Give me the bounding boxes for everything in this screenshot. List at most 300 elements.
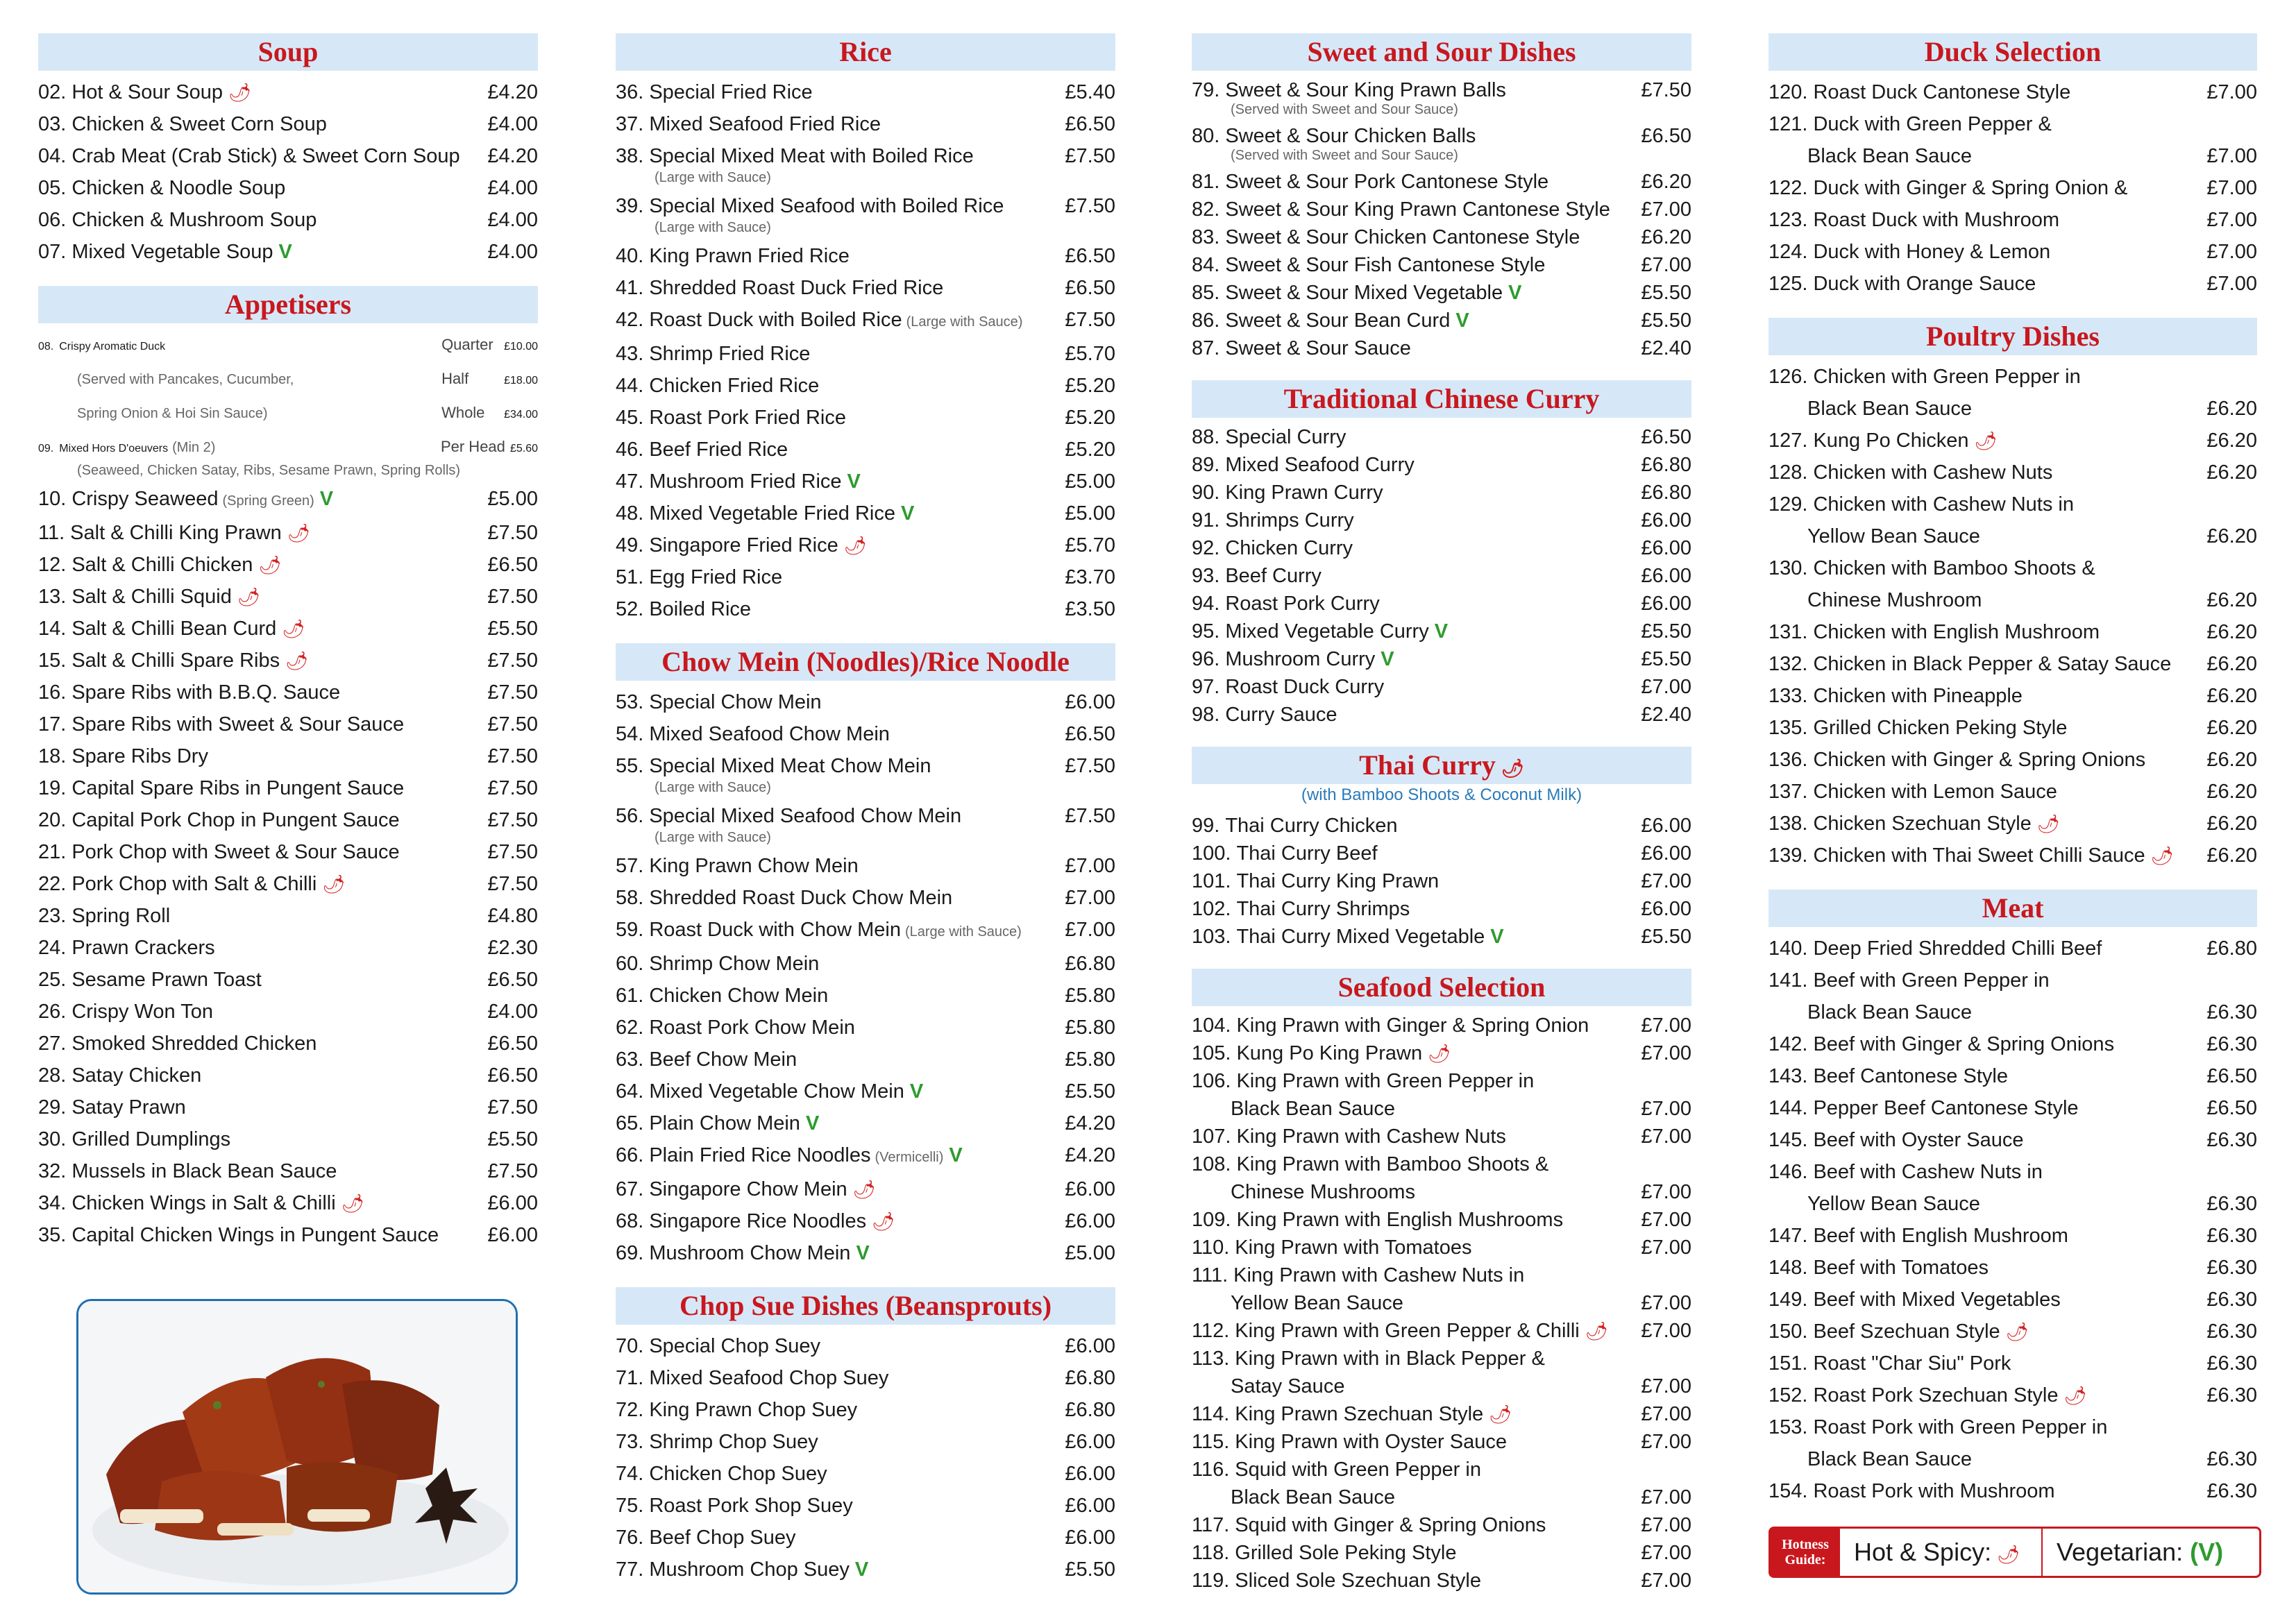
menu-item bbox=[616, 76, 1115, 108]
item-price: £6.20 bbox=[1641, 171, 1691, 193]
item-number: 67. bbox=[616, 1178, 644, 1200]
item-name: Thai Curry Mixed Vegetable V bbox=[1236, 926, 1504, 948]
menu-item bbox=[38, 1060, 538, 1091]
item-number: 21. bbox=[38, 841, 67, 863]
menu-item bbox=[616, 1426, 1115, 1458]
item-price: £4.00 bbox=[487, 209, 538, 231]
item-number: 102. bbox=[1192, 898, 1231, 920]
item-number: 35. bbox=[38, 1224, 67, 1246]
item-number: 123. bbox=[1769, 209, 1808, 231]
item-number: 147. bbox=[1769, 1225, 1808, 1247]
section-chow-mein bbox=[616, 643, 1115, 1269]
item-name: Roast Pork with Green Pepper in bbox=[1813, 1416, 2108, 1438]
item-number: 129. bbox=[1769, 493, 1808, 516]
item-price: £6.00 bbox=[1641, 898, 1691, 920]
item-name: Spare Ribs with B.B.Q. Sauce bbox=[71, 681, 341, 704]
item-price: £5.50 bbox=[487, 1128, 538, 1150]
item-name: King Prawn with English Mushrooms bbox=[1236, 1209, 1564, 1231]
vegetarian-icon: V bbox=[856, 1242, 870, 1264]
item-number: 47. bbox=[616, 470, 644, 493]
item-number: 48. bbox=[616, 502, 644, 525]
item-name: Shrimp Chop Suey bbox=[649, 1431, 818, 1453]
menu-item bbox=[616, 882, 1115, 914]
menu-item bbox=[616, 402, 1115, 434]
item-number: 98. bbox=[1192, 704, 1220, 726]
menu-item: 129. Chicken with Cashew Nuts in Yellow Bean Sauce £6.20 bbox=[1769, 488, 2257, 552]
item-number: 105. bbox=[1192, 1042, 1231, 1064]
item-name: Special Fried Rice bbox=[649, 81, 813, 103]
item-price: £6.50 bbox=[1065, 723, 1115, 745]
item-note: (Large with Sauce) bbox=[655, 780, 771, 795]
item-name: Sweet & Sour Chicken Cantonese Style bbox=[1225, 226, 1580, 248]
item-number: 59. bbox=[616, 919, 644, 941]
chilli-icon: 🌶 bbox=[285, 650, 309, 671]
item-number: 133. bbox=[1769, 685, 1808, 707]
item-name: Thai Curry Shrimps bbox=[1236, 898, 1410, 920]
item-number: 51. bbox=[616, 566, 644, 588]
item-number: 52. bbox=[616, 598, 644, 620]
item-price: £7.50 bbox=[487, 809, 538, 831]
item-name: Kung Po Chicken 🌶 bbox=[1813, 430, 1998, 452]
item-price: £7.00 bbox=[1641, 1570, 1691, 1592]
section-sweet-sour bbox=[1192, 33, 1691, 362]
menu-item bbox=[616, 1044, 1115, 1076]
menu-item bbox=[616, 750, 1115, 797]
menu-item bbox=[1769, 1475, 2257, 1507]
item-price: £7.00 bbox=[2206, 273, 2257, 295]
item-name: Roast Pork with Mushroom bbox=[1813, 1480, 2055, 1502]
item-price: £6.20 bbox=[2206, 685, 2257, 707]
item-price: £7.50 bbox=[1065, 805, 1115, 827]
item-number: 20. bbox=[38, 809, 67, 831]
menu-item bbox=[1769, 172, 2257, 204]
item-price: £7.00 bbox=[1641, 1375, 1691, 1397]
menu-item bbox=[616, 370, 1115, 402]
menu-item bbox=[38, 964, 538, 996]
item-number: 43. bbox=[616, 343, 644, 365]
menu-item bbox=[1769, 648, 2257, 680]
menu-item bbox=[1192, 812, 1691, 840]
menu-item bbox=[1769, 680, 2257, 712]
item-price: £7.00 bbox=[1641, 1403, 1691, 1425]
menu-item bbox=[38, 677, 538, 708]
menu-item bbox=[616, 800, 1115, 847]
item-number: 142. bbox=[1769, 1033, 1808, 1055]
item-price: £5.50 bbox=[1065, 1558, 1115, 1581]
item-number: 138. bbox=[1769, 813, 1808, 835]
item-name: Capital Chicken Wings in Pungent Sauce bbox=[71, 1224, 439, 1246]
item-number: 28. bbox=[38, 1064, 67, 1087]
menu-item bbox=[1192, 590, 1691, 618]
item-number: 96. bbox=[1192, 648, 1220, 670]
menu-item bbox=[616, 529, 1115, 561]
section-rice bbox=[616, 33, 1115, 625]
item-number: 84. bbox=[1192, 254, 1220, 276]
menu-item bbox=[1192, 1039, 1691, 1067]
item-name: Thai Curry Chicken bbox=[1225, 815, 1398, 837]
item-number: 73. bbox=[616, 1431, 644, 1453]
item-price: £6.00 bbox=[1065, 1463, 1115, 1485]
item-price: £6.20 bbox=[2206, 621, 2257, 643]
section-title: Rice bbox=[616, 33, 1115, 71]
menu-item: 121. Duck with Green Pepper & Black Bean Sauce £7.00 bbox=[1769, 108, 2257, 172]
item-name: Chicken with Cashew Nuts in bbox=[1813, 493, 2074, 516]
item-number: 15. bbox=[38, 649, 67, 672]
item-number: 86. bbox=[1192, 309, 1220, 332]
item-number: 112. bbox=[1192, 1320, 1230, 1342]
item-name: Sweet & Sour Mixed Vegetable V bbox=[1225, 282, 1522, 304]
menu-item: 106. King Prawn with Green Pepper in Black Bean Sauce £7.00 bbox=[1192, 1067, 1691, 1123]
item-name: Sweet & Sour Bean Curd V bbox=[1225, 309, 1469, 332]
item-name: Squid with Ginger & Spring Onions bbox=[1235, 1514, 1546, 1536]
item-number: 74. bbox=[616, 1463, 644, 1485]
item-price: £7.50 bbox=[1065, 195, 1115, 217]
chilli-icon: 🌶 bbox=[1585, 1320, 1608, 1341]
item-number: 132. bbox=[1769, 653, 1808, 675]
item-name: Beef with Oyster Sauce bbox=[1813, 1129, 2024, 1151]
item-price: £7.00 bbox=[1641, 1209, 1691, 1231]
item-name: Beef with Tomatoes bbox=[1813, 1257, 1989, 1279]
menu-item bbox=[616, 1362, 1115, 1394]
item-number: 116. bbox=[1192, 1459, 1230, 1481]
item-name: Spring Roll bbox=[71, 905, 171, 927]
item-name: Beef with Ginger & Spring Onions bbox=[1813, 1033, 2115, 1055]
item-price: £7.00 bbox=[1641, 1486, 1691, 1509]
item-name: Duck with Ginger & Spring Onion & bbox=[1813, 177, 2128, 199]
item-price: £7.00 bbox=[1641, 1042, 1691, 1064]
item-name: Chicken with Cashew Nuts bbox=[1813, 461, 2053, 484]
item-name: Chicken with Green Pepper in bbox=[1813, 366, 2081, 388]
menu-item: 126. Chicken with Green Pepper in Black Bean Sauce £6.20 bbox=[1769, 361, 2257, 425]
menu-item bbox=[616, 1330, 1115, 1362]
item-number: 57. bbox=[616, 855, 644, 877]
menu-item bbox=[1192, 307, 1691, 334]
item-number: 40. bbox=[616, 245, 644, 267]
menu-item bbox=[1769, 236, 2257, 268]
menu-item bbox=[616, 1173, 1115, 1205]
item-name: Chicken with Pineapple bbox=[1813, 685, 2023, 707]
item-name: Capital Spare Ribs in Pungent Sauce bbox=[71, 777, 405, 799]
menu-item-hors-doeuvres: 09. Mixed Hors D'oeuvers (Min 2) Per Head £5.60 (Seaweed, Chicken Satay, Ribs, Sesame Prawn, Spring Rolls) bbox=[38, 438, 538, 478]
item-price: £6.20 bbox=[2206, 781, 2257, 803]
menu-item bbox=[1192, 618, 1691, 645]
item-price: £7.00 bbox=[1641, 1542, 1691, 1564]
item-name: Grilled Chicken Peking Style bbox=[1813, 717, 2068, 739]
item-number: 99. bbox=[1192, 815, 1220, 837]
item-number: 37. bbox=[616, 113, 644, 135]
menu-item: 153. Roast Pork with Green Pepper in Black Bean Sauce £6.30 bbox=[1769, 1411, 2257, 1475]
item-price: £7.00 bbox=[1065, 919, 1115, 941]
menu-item bbox=[38, 1219, 538, 1251]
item-price: £6.00 bbox=[1065, 1210, 1115, 1232]
item-number: 111. bbox=[1192, 1264, 1229, 1286]
item-name: Pork Chop with Salt & Chilli 🌶 bbox=[71, 873, 346, 895]
item-number: 80. bbox=[1192, 125, 1220, 147]
item-price: £6.80 bbox=[1065, 1367, 1115, 1389]
item-price: £6.30 bbox=[2206, 1033, 2257, 1055]
item-price: £7.50 bbox=[487, 777, 538, 799]
item-name: Roast "Char Siu" Pork bbox=[1813, 1352, 2011, 1375]
menu-item bbox=[38, 483, 538, 517]
item-price: £5.00 bbox=[1065, 502, 1115, 525]
item-price: £7.50 bbox=[487, 586, 538, 608]
vegetarian-icon: V bbox=[854, 1558, 869, 1581]
menu-item bbox=[1192, 1234, 1691, 1261]
item-price: £4.00 bbox=[487, 241, 538, 263]
menu-item bbox=[1769, 1379, 2257, 1411]
item-price: £6.30 bbox=[2206, 1257, 2257, 1279]
item-number: 137. bbox=[1769, 781, 1808, 803]
menu-item bbox=[1192, 423, 1691, 451]
item-note: (Served with Sweet and Sour Sauce) bbox=[1231, 148, 1458, 163]
menu-item bbox=[616, 1394, 1115, 1426]
menu-item bbox=[616, 240, 1115, 272]
item-name: Roast Duck with Boiled Rice (Large with Sauce) bbox=[649, 309, 1023, 331]
item-name: Mushroom Curry V bbox=[1225, 648, 1394, 670]
item-price: £6.00 bbox=[1065, 1495, 1115, 1517]
item-price: £6.00 bbox=[1065, 1527, 1115, 1549]
item-name: Sweet & Sour King Prawn Cantonese Style bbox=[1225, 198, 1610, 221]
menu-item bbox=[1192, 645, 1691, 673]
menu-item bbox=[1769, 1284, 2257, 1316]
item-price: £7.00 bbox=[1641, 198, 1691, 221]
item-name: Mushroom Chow Mein V bbox=[649, 1242, 870, 1264]
chilli-icon: 🌶 bbox=[1428, 1043, 1451, 1064]
item-number: 106. bbox=[1192, 1070, 1231, 1092]
item-number: 85. bbox=[1192, 282, 1220, 304]
menu-item bbox=[616, 1237, 1115, 1269]
menu-item bbox=[38, 708, 538, 740]
item-number: 151. bbox=[1769, 1352, 1808, 1375]
item-price: £7.00 bbox=[1641, 254, 1691, 276]
item-price: £7.00 bbox=[1641, 1181, 1691, 1203]
item-number: 16. bbox=[38, 681, 67, 704]
section-title: Traditional Chinese Curry bbox=[1192, 380, 1691, 418]
item-number: 118. bbox=[1192, 1542, 1230, 1564]
item-number: 25. bbox=[38, 969, 67, 991]
item-note: (Large with Sauce) bbox=[655, 220, 771, 235]
menu-item bbox=[1769, 840, 2257, 872]
item-number: 107. bbox=[1192, 1125, 1231, 1148]
item-number: 63. bbox=[616, 1048, 644, 1071]
section-title: Soup bbox=[38, 33, 538, 71]
item-name: Mixed Vegetable Soup V bbox=[71, 241, 292, 263]
menu-item bbox=[1769, 712, 2257, 744]
item-number: 114. bbox=[1192, 1403, 1230, 1425]
item-number: 19. bbox=[38, 777, 67, 799]
item-number: 53. bbox=[616, 691, 644, 713]
item-name: Mixed Seafood Chop Suey bbox=[649, 1367, 889, 1389]
chilli-icon: 🌶 bbox=[1974, 430, 1998, 451]
item-price: £6.80 bbox=[2206, 937, 2257, 960]
item-name: Smoked Shredded Chicken bbox=[71, 1033, 317, 1055]
item-name: King Prawn with in Black Pepper & bbox=[1235, 1348, 1545, 1370]
item-number: 66. bbox=[616, 1144, 644, 1166]
item-name: Chicken Fried Rice bbox=[649, 375, 820, 397]
section-title: Sweet and Sour Dishes bbox=[1192, 33, 1691, 71]
menu-item bbox=[38, 1091, 538, 1123]
item-number: 22. bbox=[38, 873, 67, 895]
item-price: £5.00 bbox=[487, 488, 538, 510]
item-price: £7.00 bbox=[2206, 177, 2257, 199]
item-price: £4.20 bbox=[1065, 1144, 1115, 1166]
item-number: 06. bbox=[38, 209, 67, 231]
vegetarian-icon: V bbox=[949, 1144, 963, 1166]
menu-item bbox=[38, 76, 538, 108]
item-price: £6.20 bbox=[2206, 461, 2257, 484]
item-price: £7.50 bbox=[1065, 309, 1115, 331]
menu-item bbox=[1192, 279, 1691, 307]
item-price: £6.20 bbox=[1641, 226, 1691, 248]
vegetarian-icon: V bbox=[278, 241, 292, 263]
item-number: 126. bbox=[1769, 366, 1808, 388]
item-number: 130. bbox=[1769, 557, 1808, 579]
item-price: £5.50 bbox=[1641, 926, 1691, 948]
menu-item bbox=[1192, 1123, 1691, 1150]
item-name: Mixed Seafood Curry bbox=[1225, 454, 1415, 476]
item-price: £6.30 bbox=[2206, 1129, 2257, 1151]
item-number: 109. bbox=[1192, 1209, 1231, 1231]
item-name: Chicken with Bamboo Shoots & bbox=[1813, 557, 2095, 579]
item-number: 45. bbox=[616, 407, 644, 429]
menu-item bbox=[1769, 268, 2257, 300]
item-price: £6.20 bbox=[2206, 398, 2257, 420]
menu-item bbox=[1192, 701, 1691, 729]
menu-item bbox=[616, 1490, 1115, 1522]
menu-item bbox=[1192, 168, 1691, 196]
item-number: 68. bbox=[616, 1210, 644, 1232]
item-number: 69. bbox=[616, 1242, 644, 1264]
menu-item bbox=[1192, 534, 1691, 562]
menu-item bbox=[1192, 1567, 1691, 1595]
item-price: £6.50 bbox=[487, 554, 538, 576]
item-name: Roast Pork Szechuan Style 🌶 bbox=[1813, 1384, 2087, 1407]
menu-item bbox=[616, 498, 1115, 529]
item-name: Roast Duck with Chow Mein (Large with Sauce) bbox=[649, 919, 1022, 941]
item-name: Pepper Beef Cantonese Style bbox=[1813, 1097, 2079, 1119]
item-name: King Prawn Chop Suey bbox=[649, 1399, 858, 1421]
section-chop-suey bbox=[616, 1287, 1115, 1586]
menu-item bbox=[1769, 616, 2257, 648]
item-number: 135. bbox=[1769, 717, 1808, 739]
item-price: £5.50 bbox=[487, 618, 538, 640]
menu-item bbox=[616, 1205, 1115, 1237]
item-price: £7.00 bbox=[1641, 1125, 1691, 1148]
item-price: £6.00 bbox=[1641, 593, 1691, 615]
chilli-icon: 🌶 bbox=[843, 535, 867, 556]
item-name: Roast Duck Curry bbox=[1225, 676, 1385, 698]
item-price: £3.50 bbox=[1065, 598, 1115, 620]
item-name: Singapore Fried Rice 🌶 bbox=[649, 534, 867, 556]
item-price: £6.50 bbox=[2206, 1097, 2257, 1119]
item-number: 18. bbox=[38, 745, 67, 767]
item-price: £5.50 bbox=[1641, 620, 1691, 643]
item-price: £3.70 bbox=[1065, 566, 1115, 588]
menu-item bbox=[1192, 895, 1691, 923]
vegetarian-icon: V bbox=[909, 1080, 924, 1103]
item-name: Grilled Sole Peking Style bbox=[1235, 1542, 1457, 1564]
menu-item: 108. King Prawn with Bamboo Shoots & Chinese Mushrooms £7.00 bbox=[1192, 1150, 1691, 1206]
item-number: 101. bbox=[1192, 870, 1231, 892]
menu-item bbox=[1192, 1317, 1691, 1345]
item-price: £6.00 bbox=[1641, 842, 1691, 865]
item-price: £6.50 bbox=[487, 969, 538, 991]
item-price: £6.30 bbox=[2206, 1225, 2257, 1247]
item-name: Chicken in Black Pepper & Satay Sauce bbox=[1813, 653, 2172, 675]
item-number: 103. bbox=[1192, 926, 1231, 948]
item-number: 39. bbox=[616, 195, 644, 217]
menu-item: 141. Beef with Green Pepper in Black Bean Sauce £6.30 bbox=[1769, 965, 2257, 1028]
section-thai-curry bbox=[1192, 747, 1691, 951]
item-price: £6.00 bbox=[1641, 537, 1691, 559]
item-name: Sweet & Sour King Prawn Balls bbox=[1225, 79, 1506, 101]
menu-item bbox=[616, 1522, 1115, 1554]
item-number: 38. bbox=[616, 145, 644, 167]
vegetarian-icon: V bbox=[1434, 620, 1449, 643]
item-name: Sweet & Sour Fish Cantonese Style bbox=[1225, 254, 1546, 276]
item-name: Chicken with Lemon Sauce bbox=[1813, 781, 2057, 803]
item-name: Chicken Chop Suey bbox=[649, 1463, 827, 1485]
item-number: 49. bbox=[616, 534, 644, 556]
menu-item bbox=[1192, 1012, 1691, 1039]
item-name: Thai Curry Beef bbox=[1236, 842, 1378, 865]
item-name: Roast Pork Shop Suey bbox=[649, 1495, 853, 1517]
item-number: 07. bbox=[38, 241, 67, 263]
item-price: £6.30 bbox=[2206, 1480, 2257, 1502]
section-appetisers bbox=[38, 286, 538, 1251]
item-name: Beef with English Mushroom bbox=[1813, 1225, 2068, 1247]
section-title: Meat bbox=[1769, 890, 2257, 927]
item-name: Mushroom Chop Suey V bbox=[649, 1558, 869, 1581]
item-number: 17. bbox=[38, 713, 67, 736]
item-number: 82. bbox=[1192, 198, 1220, 221]
item-name: Special Chop Suey bbox=[649, 1335, 820, 1357]
menu-item bbox=[1769, 425, 2257, 457]
item-number: 34. bbox=[38, 1192, 67, 1214]
item-number: 44. bbox=[616, 375, 644, 397]
menu-item bbox=[616, 1012, 1115, 1044]
menu-item bbox=[38, 108, 538, 140]
item-number: 64. bbox=[616, 1080, 644, 1103]
item-name: Boiled Rice bbox=[649, 598, 752, 620]
item-name: Chicken Szechuan Style 🌶 bbox=[1813, 813, 2060, 835]
chilli-icon: 🌶 bbox=[872, 1211, 895, 1232]
section-seafood bbox=[1192, 969, 1691, 1595]
item-name: Mixed Vegetable Fried Rice V bbox=[649, 502, 915, 525]
menu-item bbox=[616, 980, 1115, 1012]
menu-item bbox=[616, 914, 1115, 948]
item-name: Capital Pork Chop in Pungent Sauce bbox=[71, 809, 400, 831]
item-number: 119. bbox=[1192, 1570, 1230, 1592]
chilli-icon: 🌶 bbox=[228, 82, 251, 103]
item-name: Crab Meat (Crab Stick) & Sweet Corn Soup bbox=[71, 145, 460, 167]
item-price: £6.20 bbox=[2206, 653, 2257, 675]
menu-item bbox=[1769, 1316, 2257, 1348]
item-name: King Prawn with Oyster Sauce bbox=[1235, 1431, 1507, 1453]
item-number: 42. bbox=[616, 309, 644, 331]
item-name: Chicken Curry bbox=[1225, 537, 1353, 559]
menu-item bbox=[1769, 204, 2257, 236]
item-name: Special Mixed Seafood with Boiled Rice bbox=[649, 195, 1004, 217]
item-number: 05. bbox=[38, 177, 67, 199]
section-chinese-curry bbox=[1192, 380, 1691, 729]
vegetarian-icon: V bbox=[1455, 309, 1469, 332]
menu-item bbox=[1769, 76, 2257, 108]
item-price: £4.80 bbox=[487, 905, 538, 927]
item-price: £6.20 bbox=[2206, 525, 2257, 547]
item-number: 61. bbox=[616, 985, 644, 1007]
item-number: 76. bbox=[616, 1527, 644, 1549]
